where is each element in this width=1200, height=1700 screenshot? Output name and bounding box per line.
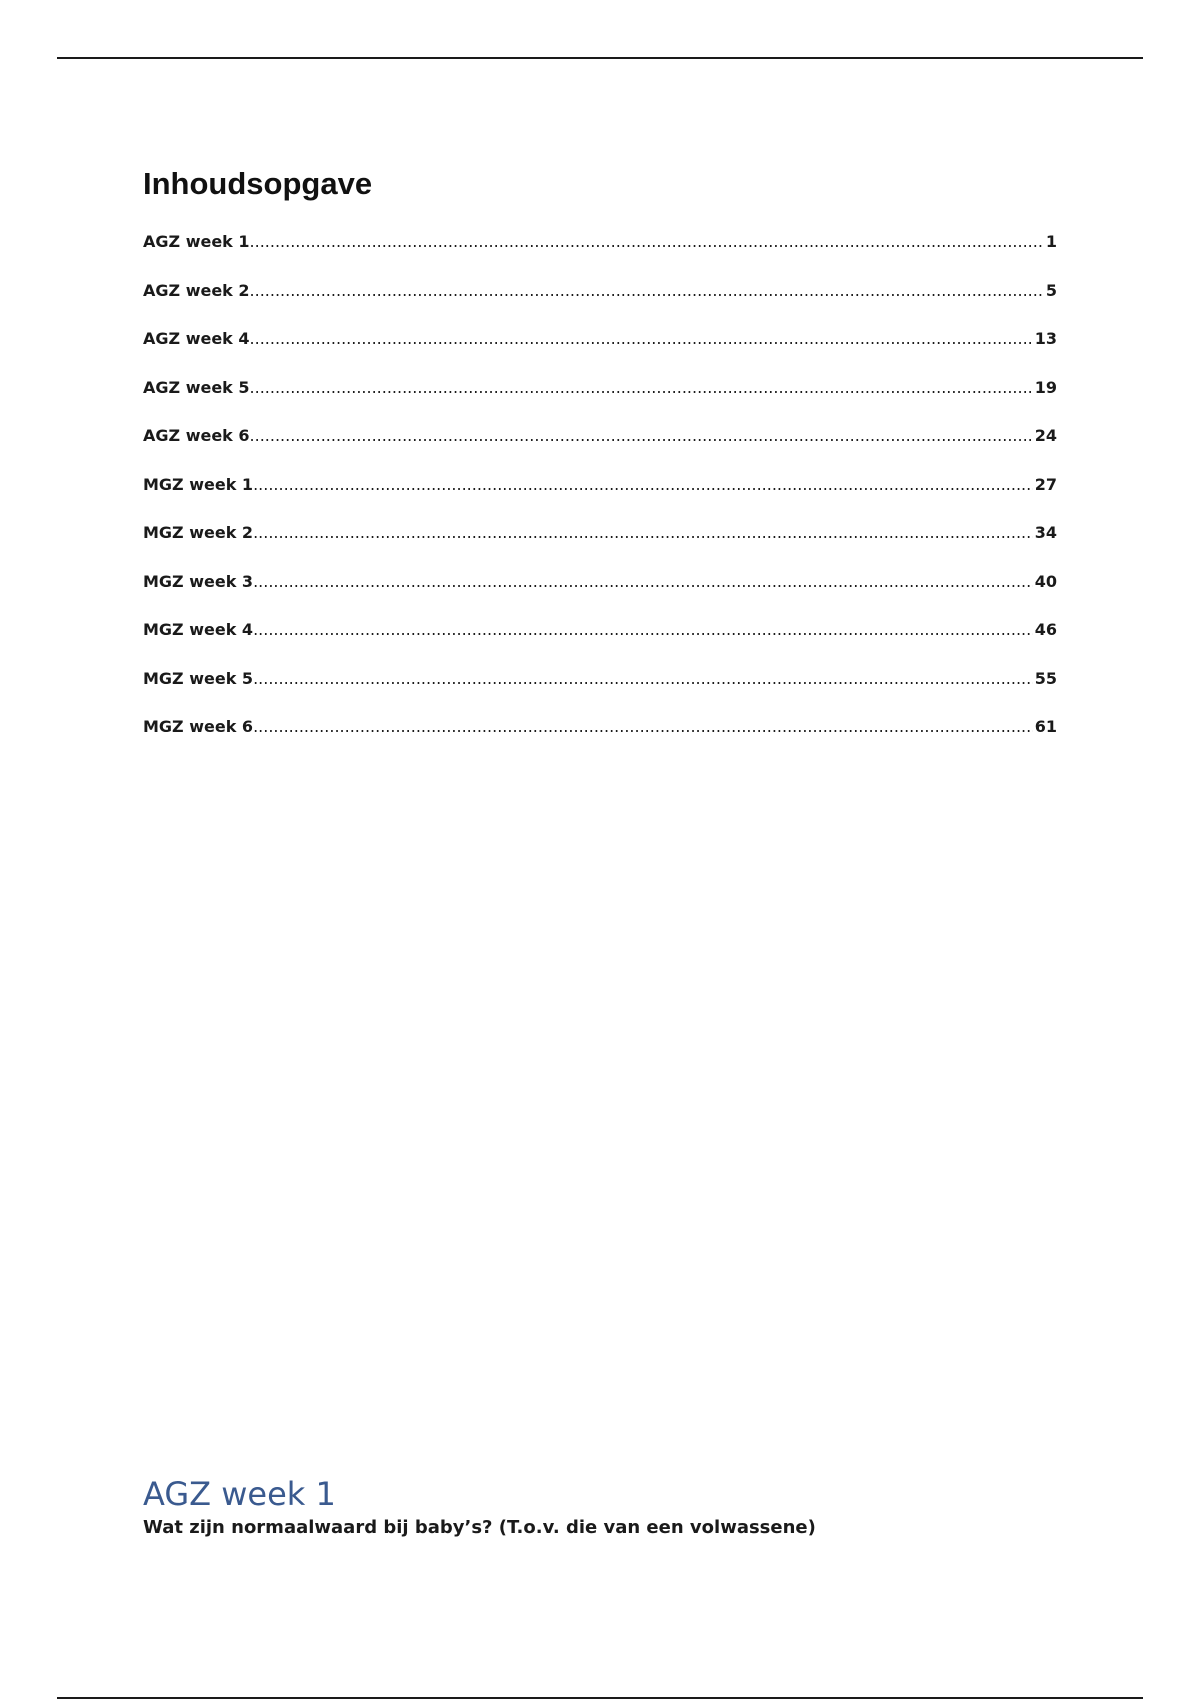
toc-entry[interactable] [143,568,1057,617]
footer-rule [57,1697,1143,1699]
toc-entry-page: 24 [1034,426,1057,445]
header-rule [57,57,1143,59]
toc-entry[interactable] [143,422,1057,471]
toc-entry[interactable] [143,616,1057,665]
toc-entry-label: MGZ week 3 [143,571,254,591]
toc-entry[interactable] [143,665,1057,714]
toc-entry[interactable] [143,519,1057,568]
toc-entry-page: 55 [1034,668,1057,688]
toc-entry-label: AGZ week 4 [143,329,250,348]
toc-entry-page: 34 [1034,523,1057,542]
toc-dot-leader [253,568,1033,596]
toc-entry-page: 27 [1034,474,1057,494]
toc-dot-leader [250,325,1033,353]
toc-entry-page: 61 [1034,717,1057,736]
toc-entry[interactable] [143,374,1057,423]
toc-entry-label: AGZ week 2 [143,280,250,300]
toc-entry-label: AGZ week 6 [143,426,250,445]
toc-dot-leader [253,713,1033,741]
toc-entry-label: MGZ week 4 [143,620,254,639]
toc-dot-leader [253,471,1033,499]
toc-entry[interactable] [143,228,1057,277]
toc-dot-leader [253,665,1033,693]
toc-entry-page: 19 [1034,377,1057,397]
toc-title: Inhoudsopgave [143,166,373,201]
toc-entry-page: 5 [1045,280,1057,300]
toc-dot-leader [250,374,1033,402]
toc-dot-leader [250,422,1033,450]
toc-dot-leader [250,277,1044,305]
toc-entry[interactable] [143,471,1057,520]
toc-entry-label: MGZ week 6 [143,717,254,736]
toc-entry-label: AGZ week 1 [143,232,250,251]
toc-dot-leader [253,519,1033,547]
toc-entry-page: 46 [1034,620,1057,639]
toc-entry-label: MGZ week 1 [143,474,254,494]
toc-dot-leader [253,616,1033,644]
toc-entry-label: AGZ week 5 [143,377,250,397]
toc-entry[interactable] [143,325,1057,374]
toc-entry-label: MGZ week 5 [143,668,254,688]
table-of-contents [143,228,1057,762]
toc-entry-page: 13 [1034,329,1057,348]
section-question: Wat zijn normaalwaard bij baby’s? (T.o.v. die van een volwassene) [143,1517,816,1538]
section-heading: AGZ week 1 [143,1475,336,1513]
toc-entry-label: MGZ week 2 [143,523,254,542]
toc-entry[interactable] [143,277,1057,326]
toc-entry[interactable] [143,713,1057,762]
toc-entry-page: 1 [1045,232,1057,251]
toc-entry-page: 40 [1034,571,1057,591]
toc-dot-leader [250,228,1044,256]
